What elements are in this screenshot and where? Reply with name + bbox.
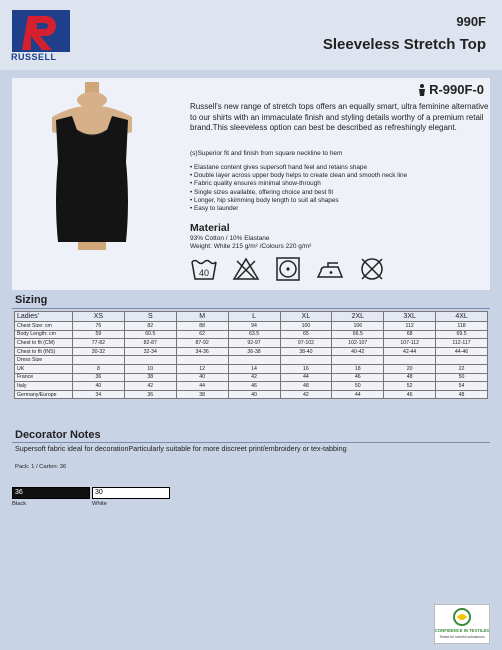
colour-swatch-white	[92, 487, 170, 499]
table-cell	[124, 356, 176, 365]
badge-subtitle: Tested for harmful substances	[439, 635, 485, 639]
table-row	[15, 347, 488, 356]
decorator-notes: Supersoft fabric ideal for decorationParticularly suitable for more discreet print/embroidery or tex-tabbing	[15, 444, 347, 453]
table-cell: 97-102	[280, 339, 332, 348]
sizing-title: Sizing	[15, 294, 48, 306]
table-cell: 12	[176, 364, 228, 373]
table-cell: 62	[176, 330, 228, 339]
table-cell: M	[176, 312, 228, 322]
table-cell	[73, 356, 125, 365]
table-cell: 66.5	[332, 330, 384, 339]
table-header-row	[15, 312, 488, 322]
table-cell: XL	[280, 312, 332, 322]
table-cell: 82	[124, 322, 176, 331]
table-cell: 54	[436, 382, 488, 391]
table-cell: 34	[73, 390, 125, 399]
row-label: UK	[15, 364, 73, 373]
table-cell: 44	[332, 390, 384, 399]
table-cell: 16	[280, 364, 332, 373]
table-cell: 36	[124, 390, 176, 399]
table-cell: 48	[436, 390, 488, 399]
table-cell: 42	[228, 373, 280, 382]
table-cell: 14	[228, 364, 280, 373]
decorator-title: Decorator Notes	[15, 429, 101, 441]
table-cell: 65	[280, 330, 332, 339]
row-label: France	[15, 373, 73, 382]
table-cell: 94	[228, 322, 280, 331]
table-cell: 42-44	[384, 347, 436, 356]
table-cell	[384, 356, 436, 365]
no-bleach-icon	[232, 256, 260, 282]
table-cell	[332, 356, 384, 365]
table-cell: 46	[332, 373, 384, 382]
colour-code: 30	[95, 489, 103, 496]
table-cell: 46	[228, 382, 280, 391]
feature-item: • Single sizes available, offering choice and best fit	[190, 189, 490, 197]
pack-info: Pack: 1 / Carton: 36	[15, 464, 67, 470]
feature-item: • Elastane content gives supersoft hand feel and retains shape	[190, 164, 490, 172]
row-label: Chest to fit (INS)	[15, 347, 73, 356]
colour-name: Black	[12, 501, 27, 507]
table-cell: 50	[332, 382, 384, 391]
table-cell: 38	[176, 390, 228, 399]
product-photo	[22, 82, 162, 252]
table-cell: 36-38	[228, 347, 280, 356]
iron-icon	[316, 256, 344, 282]
care-symbols	[190, 256, 386, 282]
size-table	[14, 311, 488, 399]
table-cell: 100	[280, 322, 332, 331]
table-cell: 50	[436, 373, 488, 382]
table-cell: 40	[228, 390, 280, 399]
wash-40-icon	[190, 256, 218, 282]
table-cell: 44	[176, 382, 228, 391]
product-number: 990F	[456, 14, 486, 29]
table-row	[15, 373, 488, 382]
table-cell: 107-112	[384, 339, 436, 348]
brand-wordmark: RUSSELL	[11, 52, 57, 62]
table-cell: 77-82	[73, 339, 125, 348]
table-cell: 32-34	[124, 347, 176, 356]
table-cell: 10	[124, 364, 176, 373]
row-label: Italy	[15, 382, 73, 391]
table-row	[15, 330, 488, 339]
oeko-tex-badge	[434, 604, 490, 644]
table-cell: 92-97	[228, 339, 280, 348]
table-cell: S	[124, 312, 176, 322]
table-row	[15, 382, 488, 391]
table-row	[15, 339, 488, 348]
table-cell: 69.5	[436, 330, 488, 339]
table-cell: 4XL	[436, 312, 488, 322]
table-cell: 82-87	[124, 339, 176, 348]
table-cell	[176, 356, 228, 365]
divider	[12, 308, 490, 309]
table-cell: 48	[280, 382, 332, 391]
material-title: Material	[190, 222, 230, 234]
table-cell: 44-46	[436, 347, 488, 356]
row-label: Dress Size	[15, 356, 73, 365]
table-cell: 118	[436, 322, 488, 331]
feature-list	[190, 164, 490, 213]
table-cell: 60.5	[124, 330, 176, 339]
person-icon	[418, 84, 426, 96]
table-cell: 42	[124, 382, 176, 391]
table-cell: 8	[73, 364, 125, 373]
badge-title: CONFIDENCE IN TEXTILES	[435, 628, 489, 633]
table-cell	[436, 356, 488, 365]
product-description: Russell's new range of stretch tops offers an equally smart, ultra feminine alternative to our shirts with an immaculate finish and styling details worthy of a premium retail brand.This sleeveless option can best be described as refreshingly elegant.	[190, 102, 489, 132]
row-label: Chest to fit (CM)	[15, 339, 73, 348]
colour-name: White	[92, 501, 107, 507]
table-cell: XS	[73, 312, 125, 322]
table-row	[15, 356, 488, 365]
feature-item: • Longer, hip skimming body length to suit all shapes	[190, 197, 490, 205]
row-label: Ladies'	[15, 312, 73, 322]
product-code	[418, 82, 484, 97]
product-subhead: (s)Superior fit and finish from square neckline to hem	[190, 150, 343, 157]
table-cell: 30-32	[73, 347, 125, 356]
table-cell: 20	[384, 364, 436, 373]
colour-code: 36	[15, 489, 23, 496]
table-cell: 63.5	[228, 330, 280, 339]
table-cell: 59	[73, 330, 125, 339]
table-cell	[228, 356, 280, 365]
oeko-tex-logo-icon	[435, 605, 489, 643]
table-cell: 38	[124, 373, 176, 382]
table-cell: 76	[73, 322, 125, 331]
table-cell: 22	[436, 364, 488, 373]
table-cell: 40	[73, 382, 125, 391]
table-cell: 2XL	[332, 312, 384, 322]
table-cell: 112	[384, 322, 436, 331]
tumble-dry-icon	[274, 256, 302, 282]
table-cell: 38-40	[280, 347, 332, 356]
feature-item: • Fabric quality ensures minimal show-through	[190, 180, 490, 188]
table-cell: 18	[332, 364, 384, 373]
table-cell: 42	[280, 390, 332, 399]
colour-swatch-black	[12, 487, 90, 499]
no-dry-clean-icon	[358, 256, 386, 282]
material-composition: 93% Cotton / 10% Elastane	[190, 235, 270, 242]
table-cell: 112-117	[436, 339, 488, 348]
table-cell: 106	[332, 322, 384, 331]
product-code-label: R-990F-0	[429, 82, 484, 97]
table-row	[15, 364, 488, 373]
header	[0, 0, 502, 70]
table-cell	[280, 356, 332, 365]
table-cell: 87-92	[176, 339, 228, 348]
table-cell: 40	[176, 373, 228, 382]
table-cell: 52	[384, 382, 436, 391]
table-row	[15, 390, 488, 399]
row-label: Chest Size: cm	[15, 322, 73, 331]
table-cell: 36	[73, 373, 125, 382]
table-cell: L	[228, 312, 280, 322]
product-title: Sleeveless Stretch Top	[322, 36, 486, 53]
divider	[12, 442, 490, 443]
table-cell: 88	[176, 322, 228, 331]
row-label: Body Length: cm	[15, 330, 73, 339]
wash-temperature: 40	[198, 268, 210, 278]
table-cell: 48	[384, 373, 436, 382]
table-cell: 68	[384, 330, 436, 339]
feature-item: • Easy to launder	[190, 205, 490, 213]
table-cell: 3XL	[384, 312, 436, 322]
table-cell: 34-36	[176, 347, 228, 356]
feature-item: • Double layer across upper body helps to create clean and smooth neck line	[190, 172, 490, 180]
material-weight: Weight: White 215 g/m² /Colours 220 g/m²	[190, 243, 312, 250]
table-cell: 40-42	[332, 347, 384, 356]
row-label: Germany/Europe	[15, 390, 73, 399]
table-cell: 102-107	[332, 339, 384, 348]
table-cell: 44	[280, 373, 332, 382]
table-cell: 46	[384, 390, 436, 399]
table-row	[15, 322, 488, 331]
